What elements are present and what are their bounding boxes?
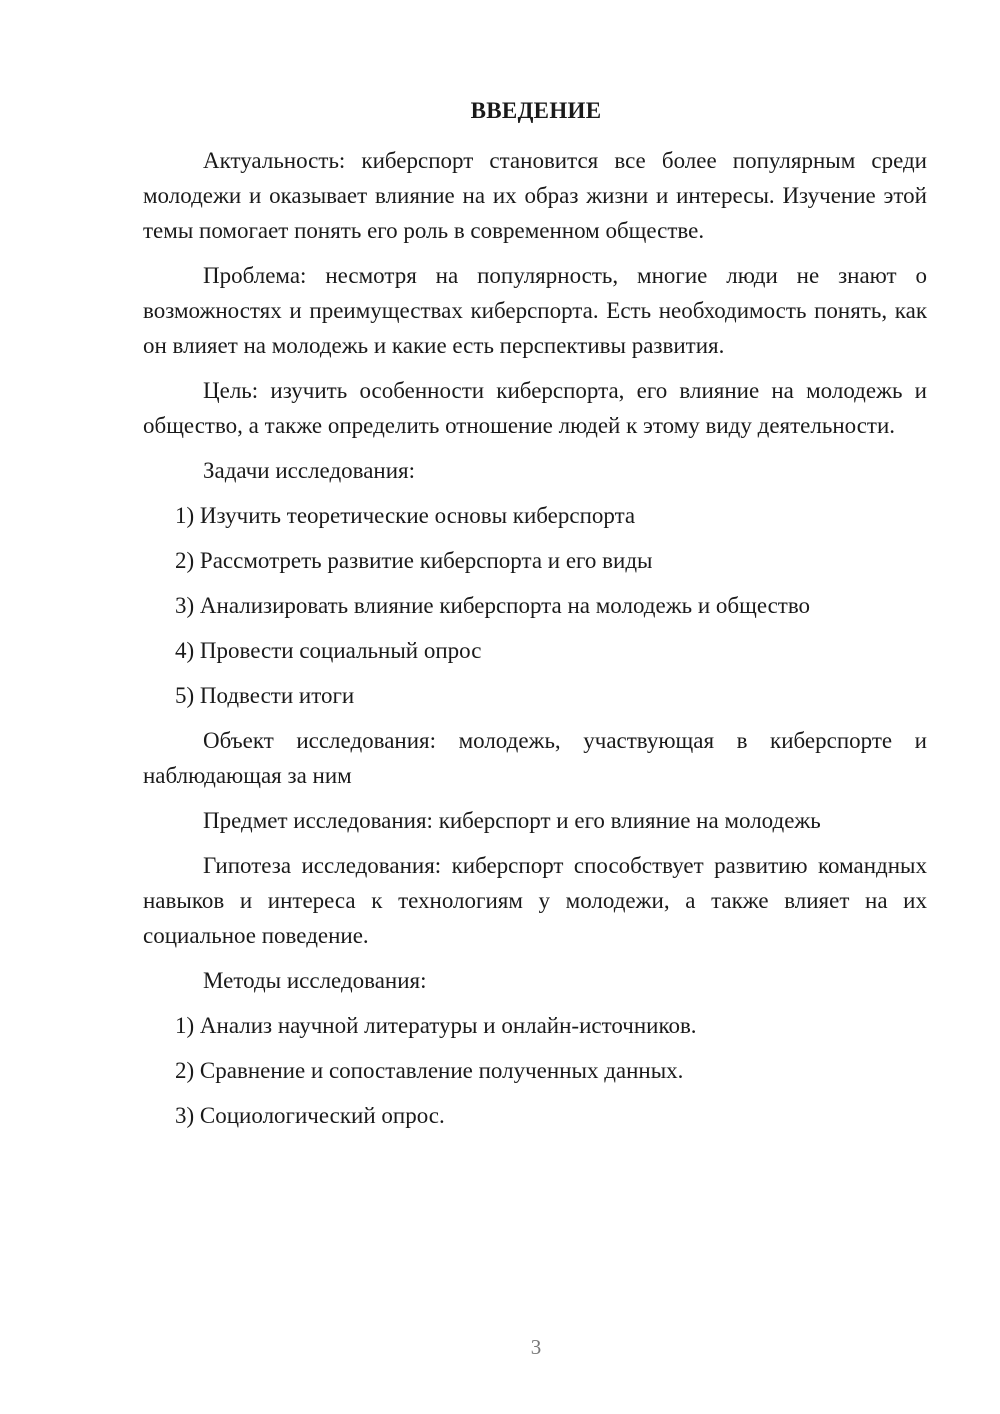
list-item: 3) Социологический опрос. bbox=[175, 1103, 445, 1128]
list-item: 2) Рассмотреть развитие киберспорта и его виды bbox=[175, 548, 653, 573]
list-item: 1) Изучить теоретические основы киберспорта bbox=[175, 503, 636, 528]
relevance-paragraph: Актуальность: киберспорт становится все более популярным среди молодежи и оказывает влияние на их образ жизни и интересы. Изучение этой темы помогает понять его роль в современном обществе. bbox=[143, 148, 927, 243]
document-body bbox=[143, 143, 927, 1143]
problem-paragraph: Проблема: несмотря на популярность, многие люди не знают о возможностях и преимуществах киберспорта. Есть необходимость понять, как он влияет на молодежь и какие есть перспективы развития. bbox=[143, 263, 927, 358]
goal-paragraph: Цель: изучить особенности киберспорта, его влияние на молодежь и общество, а также определить отношение людей к этому виду деятельности. bbox=[143, 378, 927, 438]
list-item: 1) Анализ научной литературы и онлайн-источников. bbox=[175, 1013, 697, 1038]
list-item: 4) Провести социальный опрос bbox=[175, 638, 482, 663]
list-item: 3) Анализировать влияние киберспорта на молодежь и общество bbox=[175, 593, 811, 618]
list-item: 2) Сравнение и сопоставление полученных данных. bbox=[175, 1058, 684, 1083]
object-paragraph: Объект исследования: молодежь, участвующая в киберспорте и наблюдающая за ним bbox=[143, 728, 927, 788]
tasks-list bbox=[143, 498, 927, 713]
list-item: 5) Подвести итоги bbox=[175, 683, 355, 708]
subject-paragraph: Предмет исследования: киберспорт и его влияние на молодежь bbox=[203, 808, 821, 833]
hypothesis-paragraph: Гипотеза исследования: киберспорт способствует развитию командных навыков и интереса к технологиям у молодежи, а также влияет на их социальное поведение. bbox=[143, 853, 927, 948]
tasks-heading: Задачи исследования: bbox=[203, 458, 416, 483]
methods-heading: Методы исследования: bbox=[203, 968, 427, 993]
page-title: ВВЕДЕНИЕ bbox=[470, 98, 602, 123]
methods-list bbox=[143, 1008, 927, 1133]
page-number: 3 bbox=[530, 1335, 542, 1359]
